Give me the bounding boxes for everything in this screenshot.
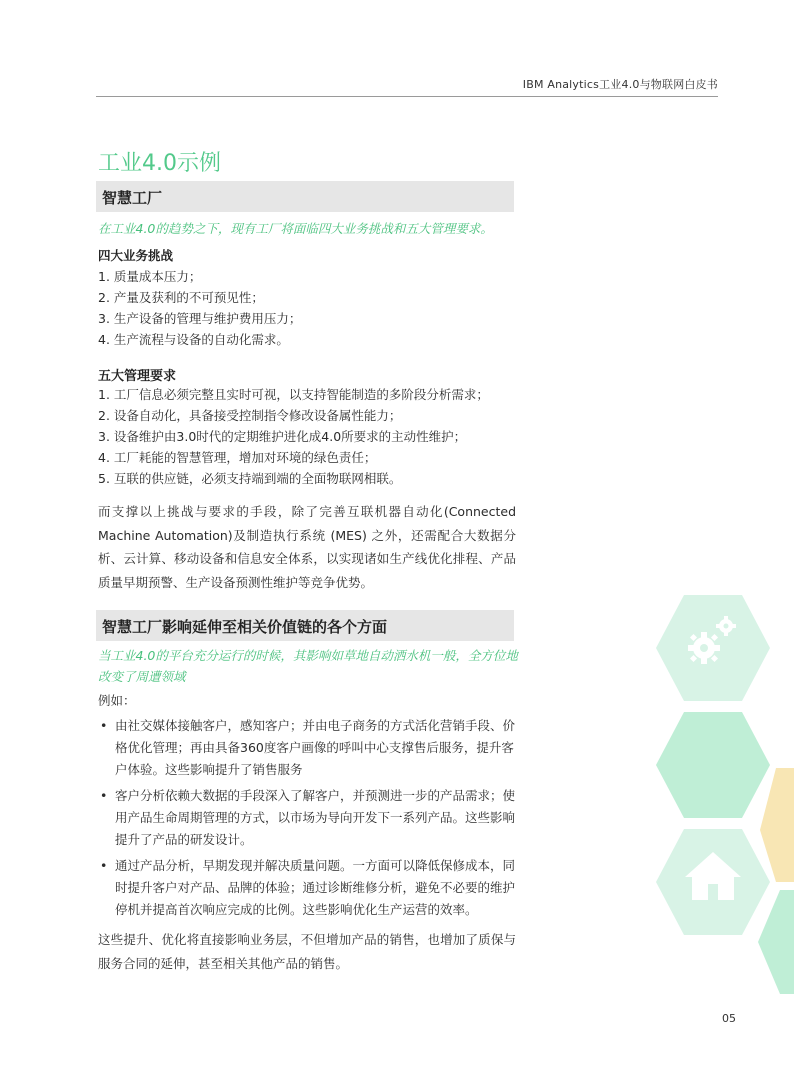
list-item: 4. 生产流程与设备的自动化需求。 bbox=[98, 332, 289, 347]
section-heading-text: 智慧工厂影响延伸至相关价值链的各个方面 bbox=[102, 618, 388, 636]
section-subtitle: 在工业4.0的趋势之下，现有工厂将面临四大业务挑战和五大管理要求。 bbox=[98, 221, 493, 236]
section-heading-value-chain bbox=[96, 610, 514, 641]
decorative-hexagons bbox=[640, 590, 794, 1010]
example-intro bbox=[98, 690, 518, 711]
bullet-text: 由社交媒体接触客户，感知客户；并由电子商务的方式活化营销手段、价格优化管理；再由具备360度客户画像的呼叫中心支撑售后服务，提升客户体验。这些影响提升了销售服务 bbox=[115, 718, 516, 777]
challenges-list bbox=[98, 266, 518, 350]
list-item: 1. 质量成本压力； bbox=[98, 269, 202, 284]
list-item: 3. 生产设备的管理与维护费用压力； bbox=[98, 311, 302, 326]
bullet-text: 通过产品分析，早期发现并解决质量问题。一方面可以降低保修成本，同时提升客户对产品、品牌的体验；通过诊断维修分析，避免不必要的维护停机并提高首次响应完成的比例。这些影响优化生产运营的效率。 bbox=[115, 858, 516, 917]
bullet-text: 客户分析依赖大数据的手段深入了解客户，并预测进一步的产品需求；使用产品生命周期管理的方式，以市场为导向开发下一系列产品。这些影响提升了产品的研发设计。 bbox=[115, 788, 516, 847]
impact-bullets bbox=[98, 715, 518, 925]
list-item: 3. 设备维护由3.0时代的定期维护进化成4.0所要求的主动性维护； bbox=[98, 429, 467, 444]
bullet-dot: • bbox=[100, 718, 108, 733]
closing-paragraph: 这些提升、优化将直接影响业务层，不但增加产品的销售，也增加了质保与服务合同的延伸，甚至相关其他产品的销售。 bbox=[98, 932, 516, 971]
header-divider bbox=[96, 96, 718, 97]
page-title: 工业4.0示例 bbox=[98, 151, 221, 176]
list-item: 5. 互联的供应链，必须支持端到端的全面物联网相联。 bbox=[98, 471, 402, 486]
list-item: 4. 工厂耗能的智慧管理，增加对环境的绿色责任； bbox=[98, 450, 377, 465]
page-number: 05 bbox=[722, 1012, 736, 1025]
hexagon-yellow bbox=[760, 768, 794, 882]
hexagon-right bbox=[758, 890, 794, 994]
bullet-item bbox=[98, 715, 518, 781]
bullet-dot: • bbox=[100, 858, 108, 873]
list-item: 2. 产量及获利的不可预见性； bbox=[98, 290, 264, 305]
intro-text: 例如： bbox=[98, 693, 136, 708]
bullet-item bbox=[98, 855, 518, 921]
section-subtitle: 当工业4.0的平台充分运行的时候，其影响如草地自动洒水机一般，全方位地改变了周遭领域 bbox=[98, 648, 518, 684]
bullet-item bbox=[98, 785, 518, 851]
bullet-dot: • bbox=[100, 788, 108, 803]
header-title: IBM Analytics工业4.0与物联网白皮书 bbox=[522, 78, 718, 91]
section1-paragraph: 而支撑以上挑战与要求的手段，除了完善互联机器自动化(Connected Machine Automation)及制造执行系统 (MES) 之外，还需配合大数据分析、云计算、移动设备和信息安全体系，以实现诸如生产线优化排程、产品质量早期预警、生产设备预测性维护等竞争优势。 bbox=[98, 504, 516, 590]
hexagon-middle bbox=[656, 712, 770, 818]
requirements-label: 五大管理要求 bbox=[98, 369, 177, 384]
list-item: 2. 设备自动化，具备接受控制指令修改设备属性能力； bbox=[98, 408, 402, 423]
requirements-list bbox=[98, 384, 518, 489]
list-item: 1. 工厂信息必须完整且实时可视，以支持智能制造的多阶段分析需求； bbox=[98, 387, 489, 402]
section-heading-smart-factory bbox=[96, 181, 514, 212]
challenges-label: 四大业务挑战 bbox=[98, 248, 174, 263]
section-heading-text: 智慧工厂 bbox=[102, 189, 163, 207]
